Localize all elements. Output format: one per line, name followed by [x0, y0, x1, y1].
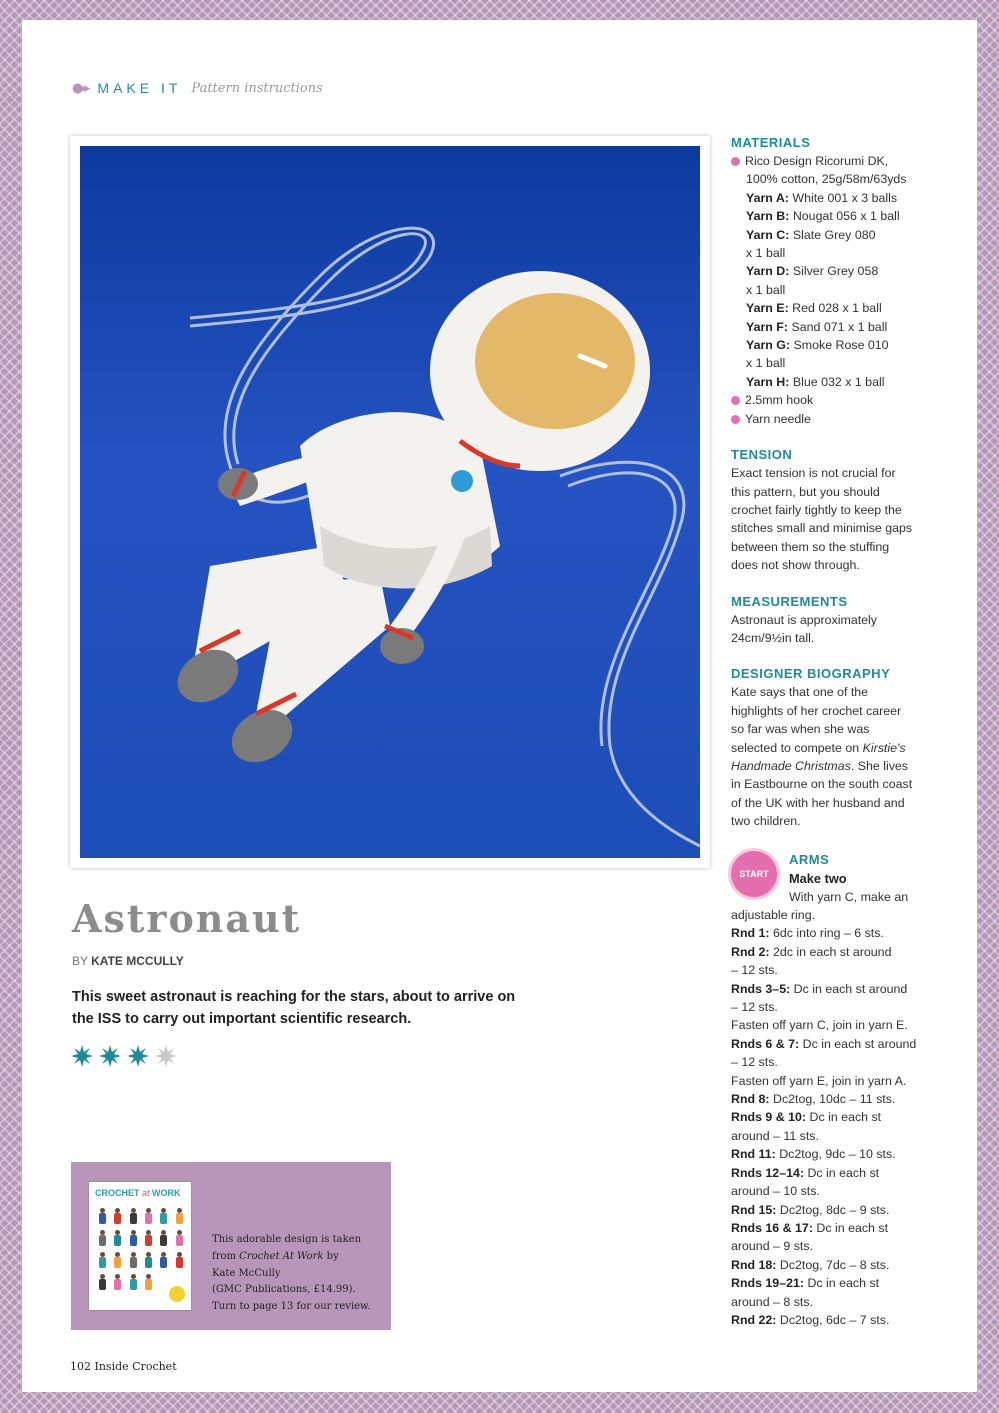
materials-yarn-spec: 100% cotton, 25g/58m/63yds [746, 172, 907, 187]
round-row: Rnd 1: 6dc into ring – 6 sts. [731, 926, 884, 941]
star-icon [70, 1044, 94, 1068]
pattern-intro: This sweet astronaut is reaching for the stars, about to arrive on the ISS to carry out important scientific research. [72, 989, 516, 1027]
arms-text: adjustable ring. [731, 908, 816, 922]
arrow-icon: ●▸▸ [72, 80, 88, 96]
cover-title-part: WORK [152, 1188, 181, 1198]
yarn-c: Yarn C: Slate Grey 080 [746, 227, 876, 242]
bio-text: so far was when she was [731, 722, 870, 737]
magazine-name: Inside Crochet [94, 1360, 177, 1373]
book-cover [89, 1182, 191, 1310]
measurements-heading: MEASUREMENTS [731, 593, 848, 609]
section-subtitle: Pattern instructions [191, 80, 323, 96]
magazine-page [22, 20, 977, 1392]
arms-heading: ARMS [789, 851, 830, 867]
book-text-line: Kate McCully [212, 1267, 281, 1279]
section-label: MAKE IT [97, 80, 182, 96]
round-row: Rnds 19–21: Dc in each st [731, 1276, 880, 1291]
materials-hook: 2.5mm hook [745, 393, 814, 408]
round-row: Rnds 16 & 17: Dc in each st [731, 1220, 889, 1235]
measurements-text: Astronaut is approximately [731, 612, 878, 627]
round-row: Rnd 22: Dc2tog, 6dc – 7 sts. [731, 1312, 890, 1327]
sidebar-column [731, 134, 931, 1329]
round-row: around – 10 sts. [731, 1184, 820, 1199]
yarn-a: Yarn A: White 001 x 3 balls [746, 190, 898, 205]
book-text-line: from Crochet At Work by [212, 1250, 339, 1262]
round-row: Rnd 11: Dc2tog, 9dc – 10 sts. [731, 1147, 896, 1162]
bio-text: Kate says that one of the [731, 685, 869, 700]
round-row: Rnds 6 & 7: Dc in each st around [731, 1036, 917, 1051]
cover-figures [95, 1208, 187, 1290]
tension-text: does not show through. [731, 558, 860, 573]
yarn-d-qty: x 1 ball [746, 282, 786, 297]
arms-make: Make two [789, 870, 847, 886]
yarn-f: Yarn F: Sand 071 x 1 ball [746, 319, 888, 334]
photo-image [80, 146, 700, 858]
arms-rounds [731, 924, 931, 1329]
round-row: around – 11 sts. [731, 1128, 819, 1143]
bio-heading: DESIGNER BIOGRAPHY [731, 666, 891, 682]
tension-text: stitches small and minimise gaps [731, 521, 913, 536]
round-row: Rnd 15: Dc2tog, 8dc – 9 sts. [731, 1202, 890, 1217]
astronaut-photo [70, 136, 710, 868]
tension-heading: TENSION [731, 447, 793, 463]
bio-text: highlights of her crochet career [731, 703, 902, 718]
cover-sticker [169, 1286, 185, 1302]
round-row: Fasten off yarn E, join in yarn A. [731, 1073, 907, 1088]
yarn-h: Yarn H: Blue 032 x 1 ball [746, 374, 885, 389]
section-header [72, 80, 323, 96]
book-description [212, 1232, 382, 1316]
round-row: Rnds 3–5: Dc in each st around [731, 981, 908, 996]
star-empty-icon [154, 1044, 178, 1068]
measurements-text: 24cm/9½in tall. [731, 630, 815, 645]
byline [72, 954, 184, 968]
yarn-d: Yarn D: Silver Grey 058 [746, 264, 879, 279]
round-row: Rnd 2: 2dc in each st around [731, 944, 892, 959]
bullet-icon [731, 396, 740, 405]
round-row: around – 9 sts. [731, 1239, 813, 1254]
book-text-line: Turn to page 13 for our review. [212, 1301, 371, 1313]
page-footer [70, 1360, 177, 1373]
star-icon [126, 1044, 150, 1068]
yarn-g: Yarn G: Smoke Rose 010 [746, 338, 889, 353]
bio-text: selected to compete on Kirstie's [731, 740, 906, 755]
bullet-icon [731, 415, 740, 424]
author-name: KATE MCCULLY [91, 954, 184, 968]
difficulty-rating [70, 1044, 178, 1068]
yarn-c-qty: x 1 ball [746, 246, 786, 261]
byline-prefix: BY [72, 954, 88, 968]
round-row: Rnds 12–14: Dc in each st [731, 1165, 880, 1180]
arms-text: With yarn C, make an [789, 889, 909, 904]
round-row: Rnds 9 & 10: Dc in each st [731, 1110, 882, 1125]
book-cover-title [95, 1188, 181, 1198]
yarn-g-qty: x 1 ball [746, 356, 786, 371]
bio-text: two children. [731, 814, 801, 829]
page-number: 102 [70, 1360, 91, 1373]
yarn-e: Yarn E: Red 028 x 1 ball [746, 301, 882, 316]
round-row: Rnd 8: Dc2tog, 10dc – 11 sts. [731, 1092, 896, 1107]
book-text-line: This adorable design is taken [212, 1234, 362, 1245]
bio-text: in Eastbourne on the south coast [731, 777, 913, 792]
round-row: – 12 sts. [731, 963, 778, 978]
tension-text: Exact tension is not crucial for [731, 466, 896, 481]
bio-text: Handmade Christmas. She lives [731, 758, 908, 773]
bio-text: of the UK with her husband and [731, 795, 905, 810]
bullet-icon [731, 157, 740, 166]
materials-heading: MATERIALS [731, 135, 811, 150]
book-text-line: (GMC Publications, £14.99). [212, 1284, 356, 1296]
astronaut-illustration [80, 146, 700, 858]
round-row: – 12 sts. [731, 1055, 778, 1070]
book-promo [71, 1162, 391, 1330]
round-row: Rnd 18: Dc2tog, 7dc – 8 sts. [731, 1257, 890, 1272]
arms-section [731, 851, 931, 1330]
round-row: Fasten off yarn C, join in yarn E. [731, 1018, 908, 1033]
tension-text: this pattern, but you should [731, 484, 880, 499]
start-badge: START [731, 851, 777, 897]
cover-title-part: at [142, 1188, 150, 1198]
pattern-title: Astronaut [72, 896, 302, 941]
materials-needle: Yarn needle [745, 411, 811, 426]
tension-text: crochet fairly tightly to keep the [731, 502, 902, 517]
star-icon [98, 1044, 122, 1068]
tension-text: between them so the stuffing [731, 539, 890, 554]
round-row: – 12 sts. [731, 1000, 778, 1015]
materials-yarn: Rico Design Ricorumi DK, [745, 154, 889, 168]
round-row: around – 8 sts. [731, 1294, 813, 1309]
yarn-b: Yarn B: Nougat 056 x 1 ball [746, 209, 900, 224]
cover-title-part: CROCHET [95, 1188, 140, 1198]
